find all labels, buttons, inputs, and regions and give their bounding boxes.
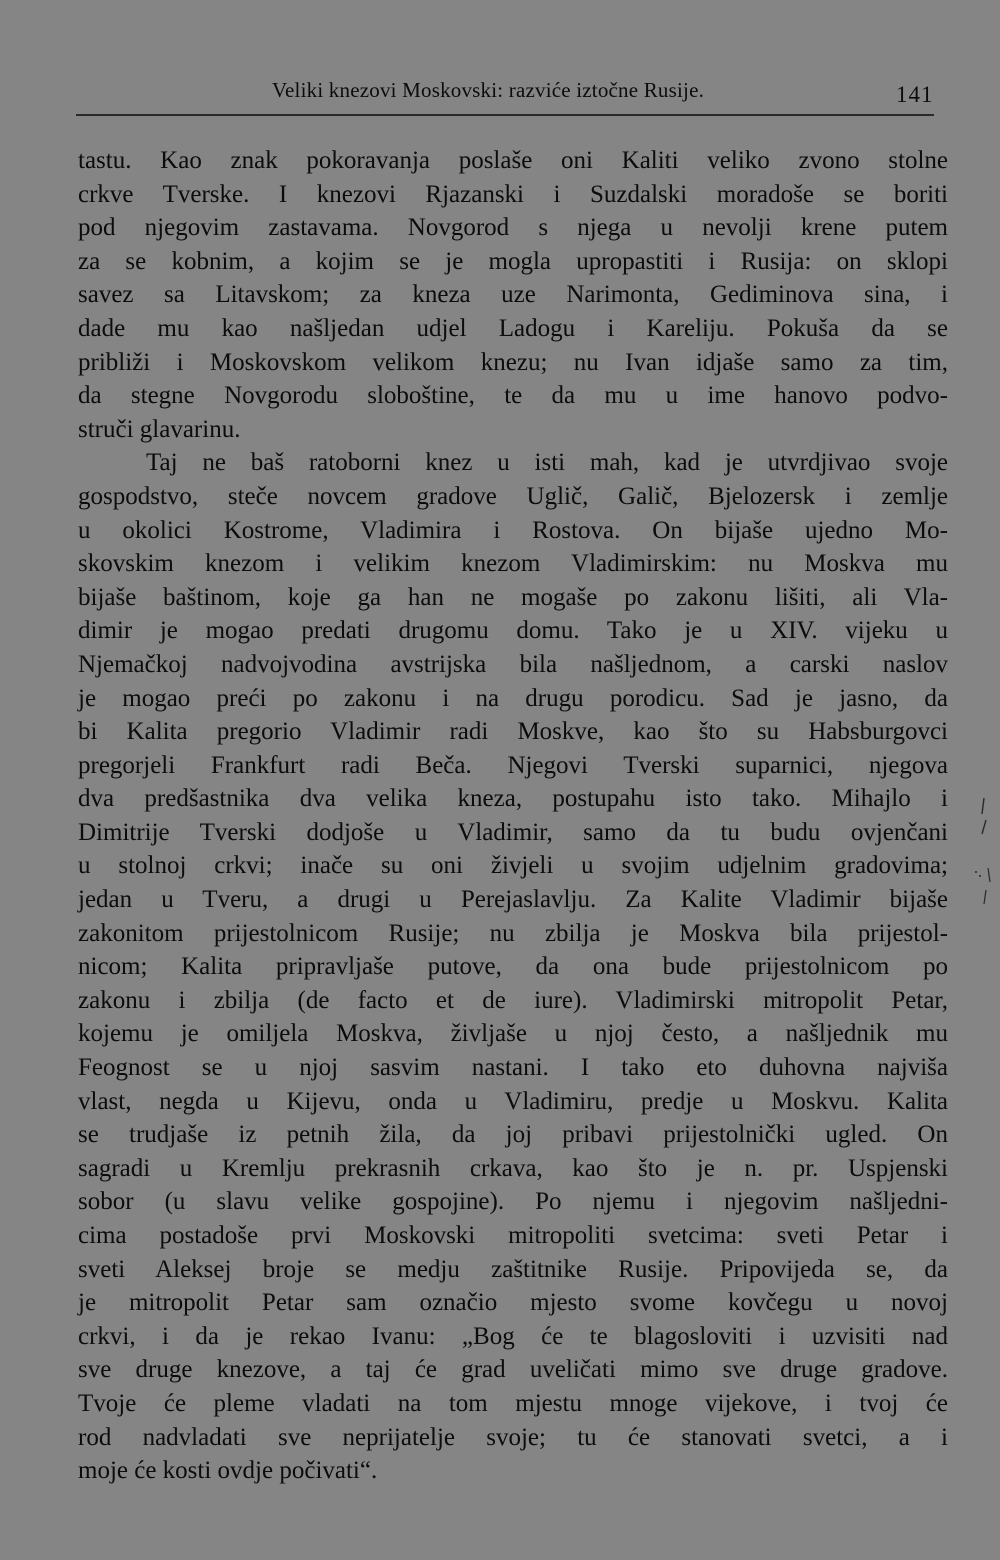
text-line: da stegne Novgorodu sloboštine, te da mu u ime hanovo podvo-	[78, 382, 948, 410]
text-line: skovskim knezom i velikim knezom Vladimirskim: nu Moskva mu	[78, 550, 948, 578]
text-line: dva predšastnika dva velika kneza, postupahu isto tako. Mihajlo i	[78, 785, 948, 813]
text-line: sve druge knezove, a taj će grad uveličati mimo sve druge gradove.	[78, 1356, 948, 1384]
text-line: vlast, negda u Kijevu, onda u Vladimiru, predje u Moskvu. Kalita	[78, 1087, 948, 1115]
text-line: za se kobnim, a kojim se je mogla upropastiti i Rusija: on sklopi	[78, 247, 948, 275]
text-line: Feognost se u njoj sasvim nastani. I tako eto duhovna najviša	[78, 1054, 948, 1082]
text-line: gospodstvo, steče novcem gradove Uglič, Galič, Bjelozersk i zemlje	[78, 482, 948, 510]
text-line: cima postadoše prvi Moskovski mitropoliti svetcima: sveti Petar i	[78, 1222, 948, 1249]
text-line: sobor (u slavu velike gospojine). Po njemu i njegovim našljedni-	[78, 1188, 948, 1216]
text-line: crkve Tverske. I knezovi Rjazanski i Suzdalski moradoše se boriti	[78, 180, 948, 208]
text-line: tastu. Kao znak pokoravanja poslaše oni Kaliti veliko zvono stolne	[78, 147, 948, 174]
text-line: Dimitrije Tverski dodjoše u Vladimir, samo da tu budu ovjenčani	[78, 818, 948, 846]
margin-pencil-marks	[970, 790, 994, 921]
text-line: bi Kalita pregorio Vladimir radi Moskve, kao što su Habsburgovci	[78, 718, 948, 746]
pencil-mark-icon	[970, 790, 994, 910]
text-line: kojemu je omiljela Moskva, življaše u njoj često, a našljednik mu	[78, 1020, 948, 1048]
text-line: sveti Aleksej broje se medju zaštitnike Rusije. Pripovijeda se, da	[78, 1255, 948, 1283]
body-text	[78, 144, 948, 1488]
text-line: struči glavarinu.	[78, 415, 241, 443]
text-line: pregorjeli Frankfurt radi Beča. Njegovi Tverski suparnici, njegova	[78, 751, 948, 779]
text-line: sagradi u Kremlju prekrasnih crkava, kao što je n. pr. Uspjenski	[78, 1154, 948, 1182]
text-line: savez sa Litavskom; za kneza uze Narimonta, Gediminova sina, i	[78, 281, 948, 309]
text-line: u stolnoj crkvi; inače su oni živjeli u svojim udjelnim gradovima;	[78, 852, 948, 880]
text-line: Tvoje će pleme vladati na tom mjestu mnoge vijekove, i tvoj će	[78, 1389, 948, 1417]
text-line: je mitropolit Petar sam označio mjesto svome kovčegu u novoj	[78, 1289, 948, 1317]
text-line: dade mu kao našljedan udjel Ladogu i Kareliju. Pokuša da se	[78, 314, 948, 342]
page-number: 141	[896, 82, 934, 107]
text-line: približi i Moskovskom velikom knezu; nu Ivan idjaše samo za tim,	[78, 348, 948, 376]
text-line: crkvi, i da je rekao Ivanu: „Bog će te blagosloviti i uzvisiti nad	[78, 1322, 948, 1350]
text-line: jedan u Tveru, a drugi u Perejaslavlju. Za Kalite Vladimir bijaše	[78, 886, 948, 914]
text-line: u okolici Kostrome, Vladimira i Rostova. On bijaše ujedno Mo-	[78, 516, 948, 544]
header-rule	[76, 114, 934, 116]
text-line: Njemačkoj nadvojvodina avstrijska bila našljednom, a carski naslov	[78, 650, 948, 678]
text-line: nicom; Kalita pripravljaše putove, da ona bude prijestolnicom po	[78, 953, 948, 981]
text-line: dimir je mogao predati drugomu domu. Tako je u XIV. vijeku u	[78, 617, 948, 645]
text-line: je mogao preći po zakonu i na drugu porodicu. Sad je jasno, da	[78, 684, 948, 712]
text-line: zakonitom prijestolnicom Rusije; nu zbilja je Moskva bila prijestol-	[78, 919, 948, 947]
text-line: se trudjaše iz petnih žila, da joj pribavi prijestolnički ugled. On	[78, 1121, 948, 1149]
text-line: pod njegovim zastavama. Novgorod s njega u nevolji krene putem	[78, 214, 948, 242]
text-line: zakonu i zbilja (de facto et de iure). Vladimirski mitropolit Petar,	[78, 986, 948, 1014]
paragraph-start-line: Taj ne baš ratoborni knez u isti mah, kad je utvrdjivao svoje	[146, 449, 948, 477]
text-line: rod nadvladati sve neprijatelje svoje; tu će stanovati svetci, a i	[78, 1423, 948, 1451]
text-line: moje će kosti ovdje počivati“.	[78, 1457, 378, 1485]
running-title: Veliki knezovi Moskovski: razviće iztočne Rusije.	[272, 78, 705, 102]
text-line: bijaše baštinom, koje ga han ne mogaše po zakonu lišiti, ali Vla-	[78, 583, 948, 611]
